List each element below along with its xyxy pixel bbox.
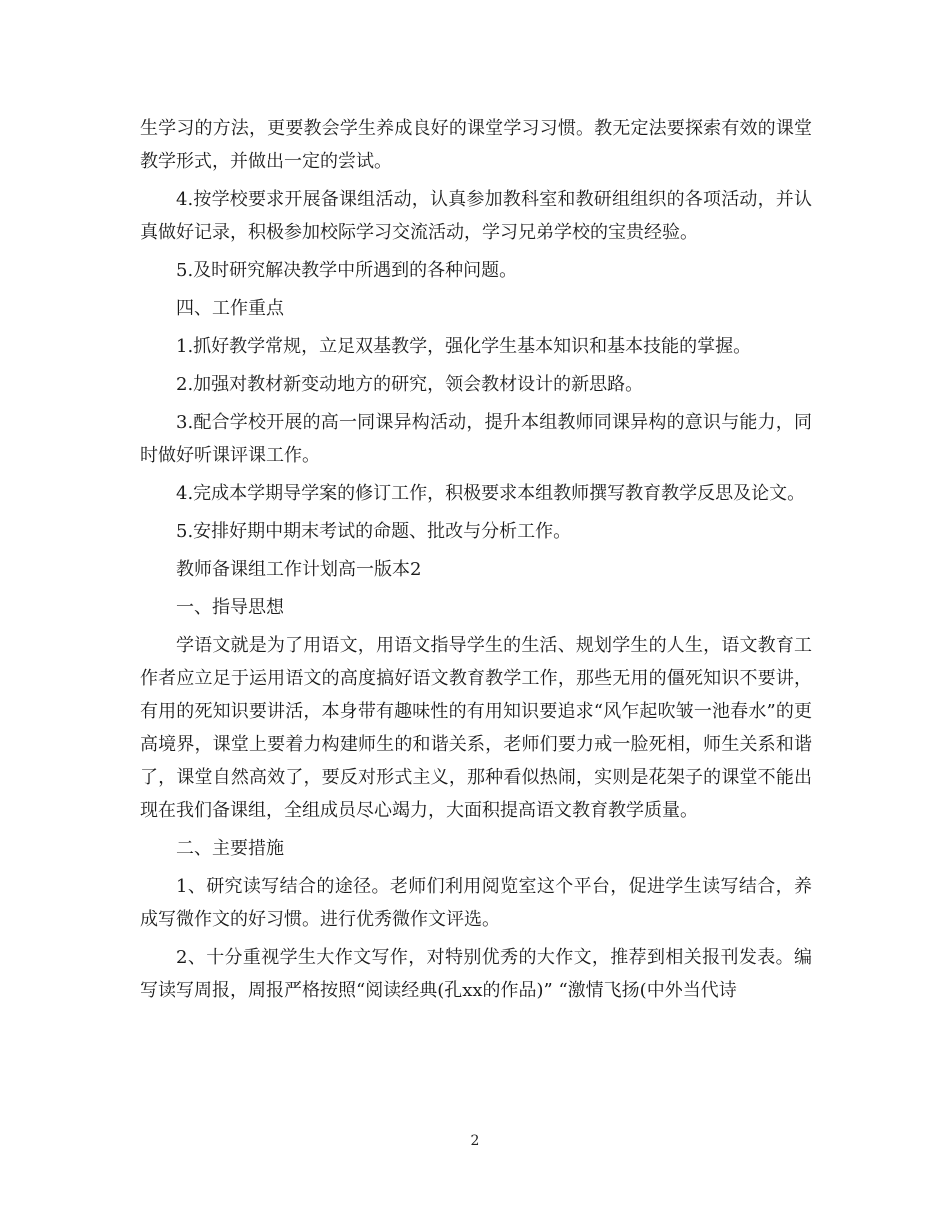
section-heading-guiding-thought: 一、指导思想	[176, 597, 284, 618]
paragraph-measure-1: 1、研究读写结合的途径。老师们利用阅览室这个平台，促进学生读写结合，养成写微作文的好习惯。进行优秀微作文评选。	[140, 876, 812, 930]
paragraph-focus-4: 4.完成本学期导学案的修订工作，积极要求本组教师撰写教育教学反思及论文。	[176, 483, 806, 504]
paragraph-guiding-thought: 学语文就是为了用语文，用语文指导学生的生活、规划学生的人生，语文教育工作者应立足于运用语文的高度搞好语文教育教学工作，那些无用的僵死知识不要讲，有用的死知识要讲活，本身带有趣味性的有用知识要追求“风乍起吹皱一池春水”的更高境界，课堂上要着力构建师生的和谐关系，老师们要力戒一脸死相，师生关系和谐了，课堂自然高效了，要反对形式主义，那种看似热闹，实则是花架子的课堂不能出现在我们备课组，全组成员尽心竭力，大面积提高语文教育教学质量。	[140, 635, 812, 821]
paragraph-focus-3: 3.配合学校开展的高一同课异构活动，提升本组教师同课异构的意识与能力，同时做好听课评课工作。	[140, 412, 812, 466]
paragraph-focus-2: 2.加强对教材新变动地方的研究，领会教材设计的新思路。	[176, 374, 644, 395]
paragraph-continuation: 生学习的方法，更要教会学生养成良好的课堂学习习惯。教无定法要探索有效的课堂教学形式，并做出一定的尝试。	[140, 118, 812, 172]
document-subtitle: 教师备课组工作计划高一版本2	[176, 559, 422, 580]
paragraph-item-4-activities: 4.按学校要求开展备课组活动，认真参加教科室和教研组组织的各项活动，并认真做好记录，积极参加校际学习交流活动，学习兄弟学校的宝贵经验。	[140, 189, 812, 243]
page-number: 2	[470, 1133, 480, 1149]
paragraph-focus-5: 5.安排好期中期末考试的命题、批改与分析工作。	[176, 521, 572, 542]
document-body	[140, 112, 812, 1012]
paragraph-focus-1: 1.抓好教学常规，立足双基教学，强化学生基本知识和基本技能的掌握。	[176, 336, 752, 357]
section-heading-work-focus: 四、工作重点	[176, 298, 284, 319]
paragraph-measure-2: 2、十分重视学生大作文写作，对特别优秀的大作文，推荐到相关报刊发表。编写读写周报，周报严格按照“阅读经典(孔xx的作品)” “激情飞扬(中外当代诗	[140, 947, 812, 1001]
section-heading-main-measures: 二、主要措施	[176, 838, 284, 859]
paragraph-item-5-problems: 5.及时研究解决教学中所遇到的各种问题。	[176, 260, 518, 281]
